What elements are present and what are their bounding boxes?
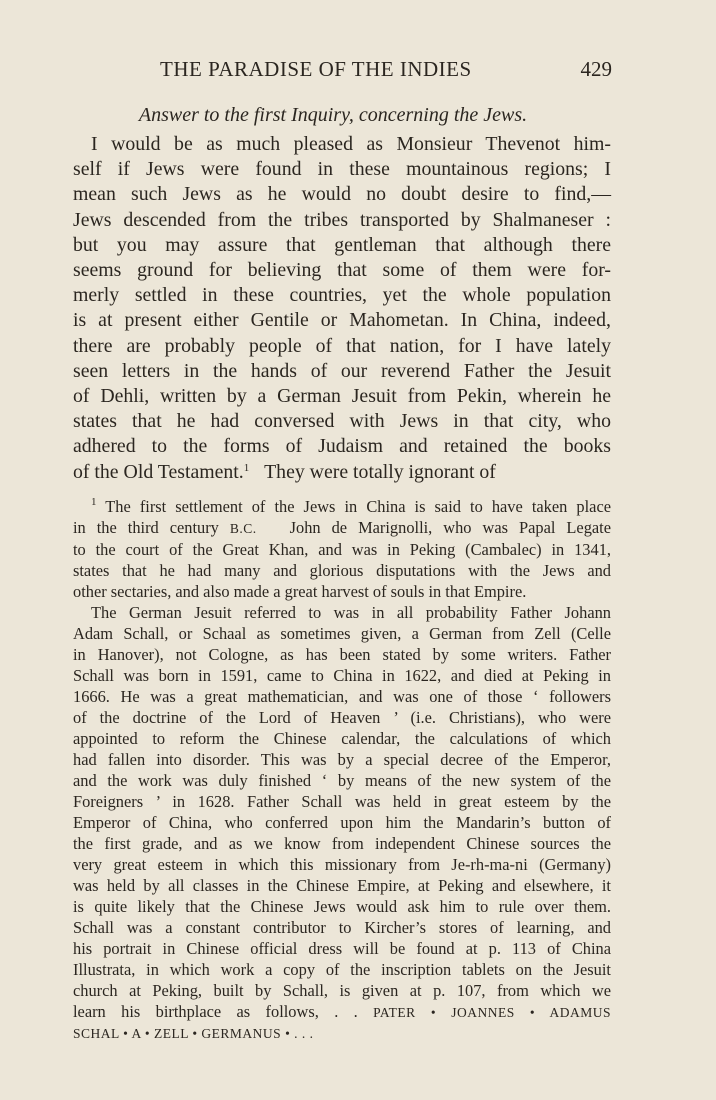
body-line: adhered to the forms of Judaism and retained the books xyxy=(73,435,611,458)
footnote-reference: 1 xyxy=(243,461,250,474)
body-line: merly settled in these countries, yet the whole population xyxy=(73,284,611,307)
body-line-text: of the Old Testament. xyxy=(73,460,244,483)
footnote-line: states that he had many and glorious disputations with the Jews and xyxy=(73,561,611,580)
footnote-line: Schall was born in 1591, came to China in 1622, and died at Peking in xyxy=(73,666,611,685)
footnote-line: church at Peking, built by Schall, is given at p. 107, from which we xyxy=(73,981,611,1000)
body-line: states that he had conversed with Jews in that city, who xyxy=(73,410,611,433)
inscription-text: PATER • JOANNES • ADAMUS xyxy=(373,1005,611,1020)
body-line: but you may assure that gentleman that although there xyxy=(73,233,611,256)
footnote-line xyxy=(73,496,611,517)
body-line xyxy=(73,460,611,485)
footnote-text: The first settlement of the Jews in China is said to have taken place xyxy=(105,497,611,516)
footnote-line: to the court of the Great Khan, and was in Peking (Cambalec) in 1341, xyxy=(73,540,611,559)
footnote-line: other sectaries, and also made a great harvest of souls in that Empire. xyxy=(73,582,527,601)
body-line: there are probably people of that nation, for I have lately xyxy=(73,334,611,357)
footnote-line: Illustrata, in which work a copy of the inscription tablets on the Jesuit xyxy=(73,960,611,979)
footnote-line: Emperor of China, who conferred upon him the Mandarin’s button of xyxy=(73,813,611,832)
page-header xyxy=(0,54,716,88)
running-title: THE PARADISE OF THE INDIES xyxy=(160,57,472,81)
body-line: is at present either Gentile or Mahometan. In China, indeed, xyxy=(73,309,611,332)
footnote-text: John de Marignolli, who was Papal Legate xyxy=(289,518,611,537)
footnote-line: Adam Schall, or Schaal as sometimes given, a German from Zell (Celle xyxy=(73,624,611,643)
footnote-line: had fallen into disorder. This was by a special decree of the Emperor, xyxy=(73,750,611,769)
page-number: 429 xyxy=(580,57,612,81)
footnote-line: is quite likely that the Chinese Jews would ask him to rule over them. xyxy=(73,897,611,916)
footnote-line: The German Jesuit referred to was in all probability Father Johann xyxy=(91,603,611,622)
footnote-line: in Hanover), not Cologne, as has been stated by some writers. Father xyxy=(73,645,611,664)
footnotes xyxy=(73,496,611,1044)
footnote-line: the first grade, and as we know from independent Chinese sources the xyxy=(73,834,611,853)
section-heading: Answer to the first Inquiry, concerning the Jews. xyxy=(138,104,528,126)
small-caps-text: B.C. xyxy=(229,521,257,536)
footnote-line: appointed to reform the Chinese calendar, the calculations of which xyxy=(73,729,611,748)
body-line: mean such Jews as he would no doubt desire to find,— xyxy=(73,183,611,206)
main-text xyxy=(73,102,611,485)
body-line: seen letters in the hands of our reverend Father the Jesuit xyxy=(73,359,611,382)
footnote-line xyxy=(73,1001,611,1023)
footnote-text: learn his birthplace as follows, xyxy=(73,1002,319,1021)
footnote-line: Foreigners ’ in 1628. Father Schall was held in great esteem by the xyxy=(73,792,611,811)
body-line: self if Jews were found in these mountainous regions; I xyxy=(73,158,611,181)
ellipsis-text: . . xyxy=(334,1002,358,1021)
footnote-line: 1666. He was a great mathematician, and was one of those ‘ followers xyxy=(73,687,611,706)
footnote-line: was held by all classes in the Chinese Empire, at Peking and elsewhere, it xyxy=(73,876,611,895)
inscription-text: SCHAL • A • ZELL • GERMANUS • . . . xyxy=(73,1026,314,1041)
footnote-line: and the work was duly finished ‘ by means of the new system of the xyxy=(73,771,611,790)
footnote-line: Schall was a constant contributor to Kircher’s stores of learning, and xyxy=(73,918,611,937)
footnote-line: very great esteem in which this missionary from Je-rh-ma-ni (Germany) xyxy=(73,855,611,874)
body-line-text: They were totally ignorant of xyxy=(264,460,496,483)
footnote-marker: 1 xyxy=(91,496,97,508)
body-line: seems ground for believing that some of them were for- xyxy=(73,259,611,282)
footnote-line: his portrait in Chinese official dress will be found at p. 113 of China xyxy=(73,939,611,958)
footnote-line: of the doctrine of the Lord of Heaven ’ (i.e. Christians), who were xyxy=(73,708,611,727)
body-line: I would be as much pleased as Monsieur Thevenot him- xyxy=(91,133,611,155)
footnote-text: in the third century xyxy=(73,518,219,537)
body-line: Jews descended from the tribes transported by Shalmaneser : xyxy=(73,208,611,231)
body-line: of Dehli, written by a German Jesuit from Pekin, wherein he xyxy=(73,385,611,408)
footnote-line xyxy=(73,517,611,539)
